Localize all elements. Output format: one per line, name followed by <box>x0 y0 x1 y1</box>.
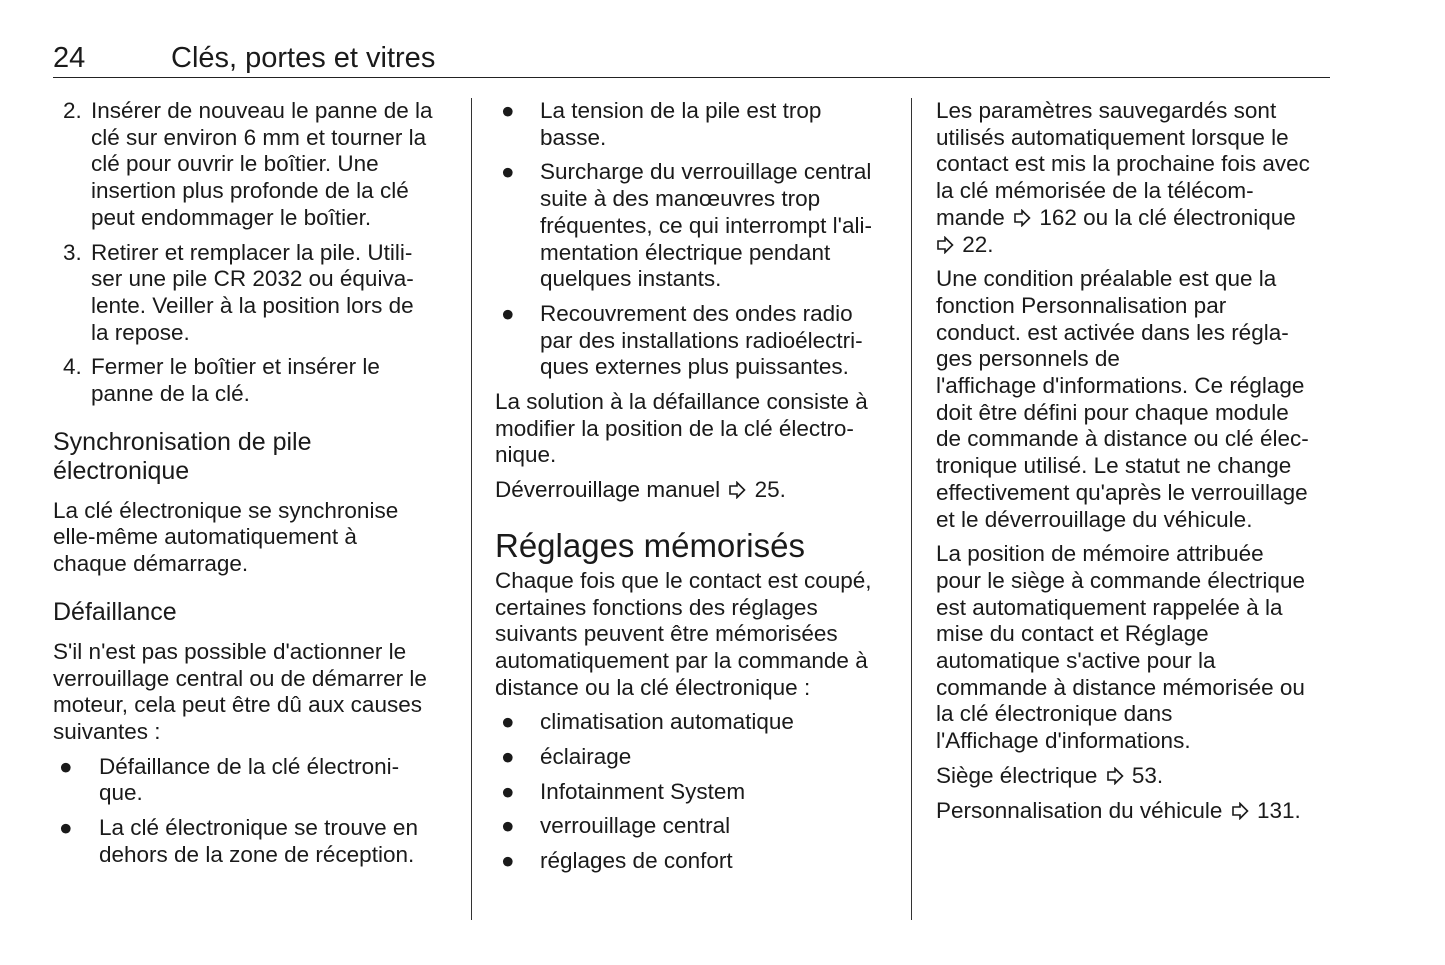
text-line: elle-même automatiquement à <box>53 524 357 550</box>
text-line: éclairage <box>540 744 632 770</box>
text-line: suite à des manœuvres trop <box>540 186 821 212</box>
step-text: Fermer le boîtier et insérer le <box>91 354 380 380</box>
list-item <box>53 754 453 807</box>
text-line: basse. <box>540 124 607 150</box>
text-line: est automatiquement rappelée à la <box>936 594 1283 620</box>
text-line: la clé électronique dans <box>936 701 1173 727</box>
text-line: climatisation automatique <box>540 709 794 735</box>
text-line: utilisés automatiquement lorsque le <box>936 124 1289 150</box>
text-line: distance ou la clé électronique : <box>495 674 811 700</box>
text-line: de commande à distance ou clé élec- <box>936 426 1309 452</box>
text-line: pour le siège à commande électrique <box>936 567 1305 593</box>
text-fragment: mande <box>936 204 1005 230</box>
text-line: Chaque fois que le contact est coupé, <box>495 567 872 593</box>
saved-settings-paragraph <box>936 98 1336 258</box>
numbered-step <box>53 354 453 407</box>
text-line: Une condition préalable est que la <box>936 266 1277 292</box>
text-fragment: s'active pour la <box>1066 648 1216 674</box>
list-item <box>495 709 895 736</box>
text-line: Défaillance de la clé électroni- <box>99 753 400 779</box>
reference-page: 25. <box>754 477 786 503</box>
column-left <box>53 98 453 876</box>
reference-text: Siège électrique <box>936 762 1098 788</box>
text-line: moteur, cela peut être dû aux causes <box>53 692 422 718</box>
text-line: nique. <box>495 442 557 468</box>
menu-term: automatique <box>936 648 1060 674</box>
page-number: 24 <box>53 42 86 74</box>
text-line: doit être défini pour chaque module <box>936 399 1289 425</box>
seat-reference <box>936 763 1336 790</box>
page-reference-arrow-icon <box>728 481 746 499</box>
text-line: contact est mis la prochaine fois avec <box>936 151 1310 177</box>
text-line <box>936 320 1336 347</box>
column-divider <box>911 98 912 920</box>
bullet-icon: ● <box>501 300 515 326</box>
list-item <box>495 159 895 293</box>
text-line: La solution à la défaillance consiste à <box>495 389 868 415</box>
reference-page: 131. <box>1256 797 1301 823</box>
list-item <box>495 98 895 151</box>
text-line <box>936 648 1336 675</box>
sync-paragraph <box>53 498 453 578</box>
text-fragment: est activée dans les régla- <box>1027 319 1289 345</box>
text-line <box>936 232 1336 259</box>
column-middle <box>495 98 895 883</box>
page-reference-arrow-icon <box>1231 802 1249 820</box>
text-line: quelques instants. <box>540 266 722 292</box>
text-line: ges personnels de <box>936 346 1120 372</box>
header-rule <box>53 77 1330 78</box>
sync-heading <box>53 428 453 486</box>
customization-reference <box>936 798 1336 825</box>
text-line: mentation électrique pendant <box>540 239 831 265</box>
text-line: et le déverrouillage du véhicule. <box>936 506 1253 532</box>
text-fragment: 162 ou la clé électronique <box>1039 204 1296 230</box>
text-line: S'il n'est pas possible d'actionner le <box>53 638 407 664</box>
text-fragment: fonction <box>936 292 1015 318</box>
text-fragment: mise du contact et <box>936 621 1119 647</box>
bullet-icon: ● <box>501 848 515 874</box>
section-title: Clés, portes et vitres <box>171 42 436 74</box>
text-line <box>936 621 1336 648</box>
bullet-icon: ● <box>59 753 73 779</box>
numbered-step <box>53 240 453 347</box>
text-line: verrouillage central <box>540 813 731 839</box>
text-line: La tension de la pile est trop <box>540 98 822 123</box>
bullet-icon: ● <box>501 159 515 185</box>
memory-position-paragraph <box>936 541 1336 755</box>
page-header <box>53 40 1330 78</box>
reference-page: 53. <box>1131 762 1164 788</box>
bullet-icon: ● <box>501 709 515 735</box>
menu-term: Réglage <box>1124 621 1209 647</box>
text-line: Les paramètres sauvegardés sont <box>936 98 1277 123</box>
solution-paragraph <box>495 389 895 469</box>
column-right <box>936 98 1336 832</box>
reference-text: Personnalisation du véhicule <box>936 797 1223 823</box>
bullet-icon: ● <box>501 98 515 123</box>
memory-paragraph <box>495 568 895 702</box>
bullet-icon: ● <box>501 744 515 770</box>
text-line <box>936 205 1336 232</box>
step-text: la repose. <box>91 319 190 345</box>
step-text: Insérer de nouveau le panne de la <box>91 98 433 123</box>
list-item <box>495 301 895 381</box>
step-text: ser une pile CR 2032 ou équiva- <box>91 266 414 292</box>
list-item <box>495 779 895 806</box>
manual-unlock-reference <box>495 477 895 504</box>
page-reference-arrow-icon <box>936 236 954 254</box>
text-line: certaines fonctions des réglages <box>495 594 818 620</box>
text-line: réglages de confort <box>540 848 733 874</box>
list-item <box>495 848 895 875</box>
text-line <box>936 293 1336 320</box>
text-line: La clé électronique se synchronise <box>53 497 399 523</box>
text-line: effectivement qu'après le verrouillage <box>936 479 1308 505</box>
bullet-icon: ● <box>501 813 515 839</box>
text-line: verrouillage central ou de démarrer le <box>53 665 427 691</box>
text-line: Infotainment System <box>540 778 746 804</box>
step-text: clé sur environ 6 mm et tourner la <box>91 124 427 150</box>
text-line: suivantes : <box>53 718 161 744</box>
text-line: que. <box>99 780 143 806</box>
text-line: modifier la position de la clé électro- <box>495 415 854 441</box>
text-line: automatiquement par la commande à <box>495 647 868 673</box>
reference-text: Déverrouillage manuel <box>495 477 721 503</box>
step-number: 4. <box>63 354 82 380</box>
memory-heading: Réglages mémorisés <box>495 526 805 564</box>
text-line: l'Affichage d'informations. <box>936 728 1191 754</box>
step-text: insertion plus profonde de la clé <box>91 178 409 204</box>
text-line: tronique utilisé. Le statut ne change <box>936 453 1292 479</box>
list-item <box>495 744 895 771</box>
fault-heading: Défaillance <box>53 597 177 626</box>
text-line: La clé électronique se trouve en <box>99 815 418 841</box>
bullet-icon: ● <box>501 778 515 804</box>
text-line: chaque démarrage. <box>53 551 249 577</box>
menu-term: Personnalisation par <box>1021 292 1227 318</box>
text-line: par des installations radioélectri- <box>540 327 863 353</box>
text-line: commande à distance mémorisée ou <box>936 674 1305 700</box>
text-line: l'affichage d'informations. Ce réglage <box>936 373 1305 399</box>
text-line: La position de mémoire attribuée <box>936 541 1264 567</box>
text-line: fréquentes, ce qui interrompt l'ali- <box>540 212 872 238</box>
fault-paragraph <box>53 639 453 746</box>
heading-line: électronique <box>53 456 190 485</box>
step-number: 3. <box>63 239 82 265</box>
column-divider <box>471 98 472 920</box>
step-text: lente. Veiller à la position lors de <box>91 292 414 318</box>
text-fragment: 22. <box>962 231 994 257</box>
list-item <box>53 815 453 868</box>
step-text: peut endommager le boîtier. <box>91 204 372 230</box>
step-text: clé pour ouvrir le boîtier. Une <box>91 151 379 177</box>
step-text: panne de la clé. <box>91 381 250 407</box>
text-line: dehors de la zone de réception. <box>99 841 415 867</box>
text-line: la clé mémorisée de la télécom- <box>936 178 1254 204</box>
bullet-icon: ● <box>59 815 73 841</box>
menu-term: conduct. <box>936 319 1022 345</box>
text-line: Surcharge du verrouillage central <box>540 159 872 185</box>
text-line: suivants peuvent être mémorisées <box>495 621 838 647</box>
numbered-step <box>53 98 453 232</box>
page-reference-arrow-icon <box>1013 209 1031 227</box>
step-number: 2. <box>63 98 82 123</box>
step-text: Retirer et remplacer la pile. Utili- <box>91 239 413 265</box>
page-reference-arrow-icon <box>1106 767 1124 785</box>
list-item <box>495 813 895 840</box>
heading-line: Synchronisation de pile <box>53 427 312 456</box>
text-line: Recouvrement des ondes radio <box>540 300 853 326</box>
text-line: ques externes plus puissantes. <box>540 354 849 380</box>
precondition-paragraph <box>936 266 1336 533</box>
